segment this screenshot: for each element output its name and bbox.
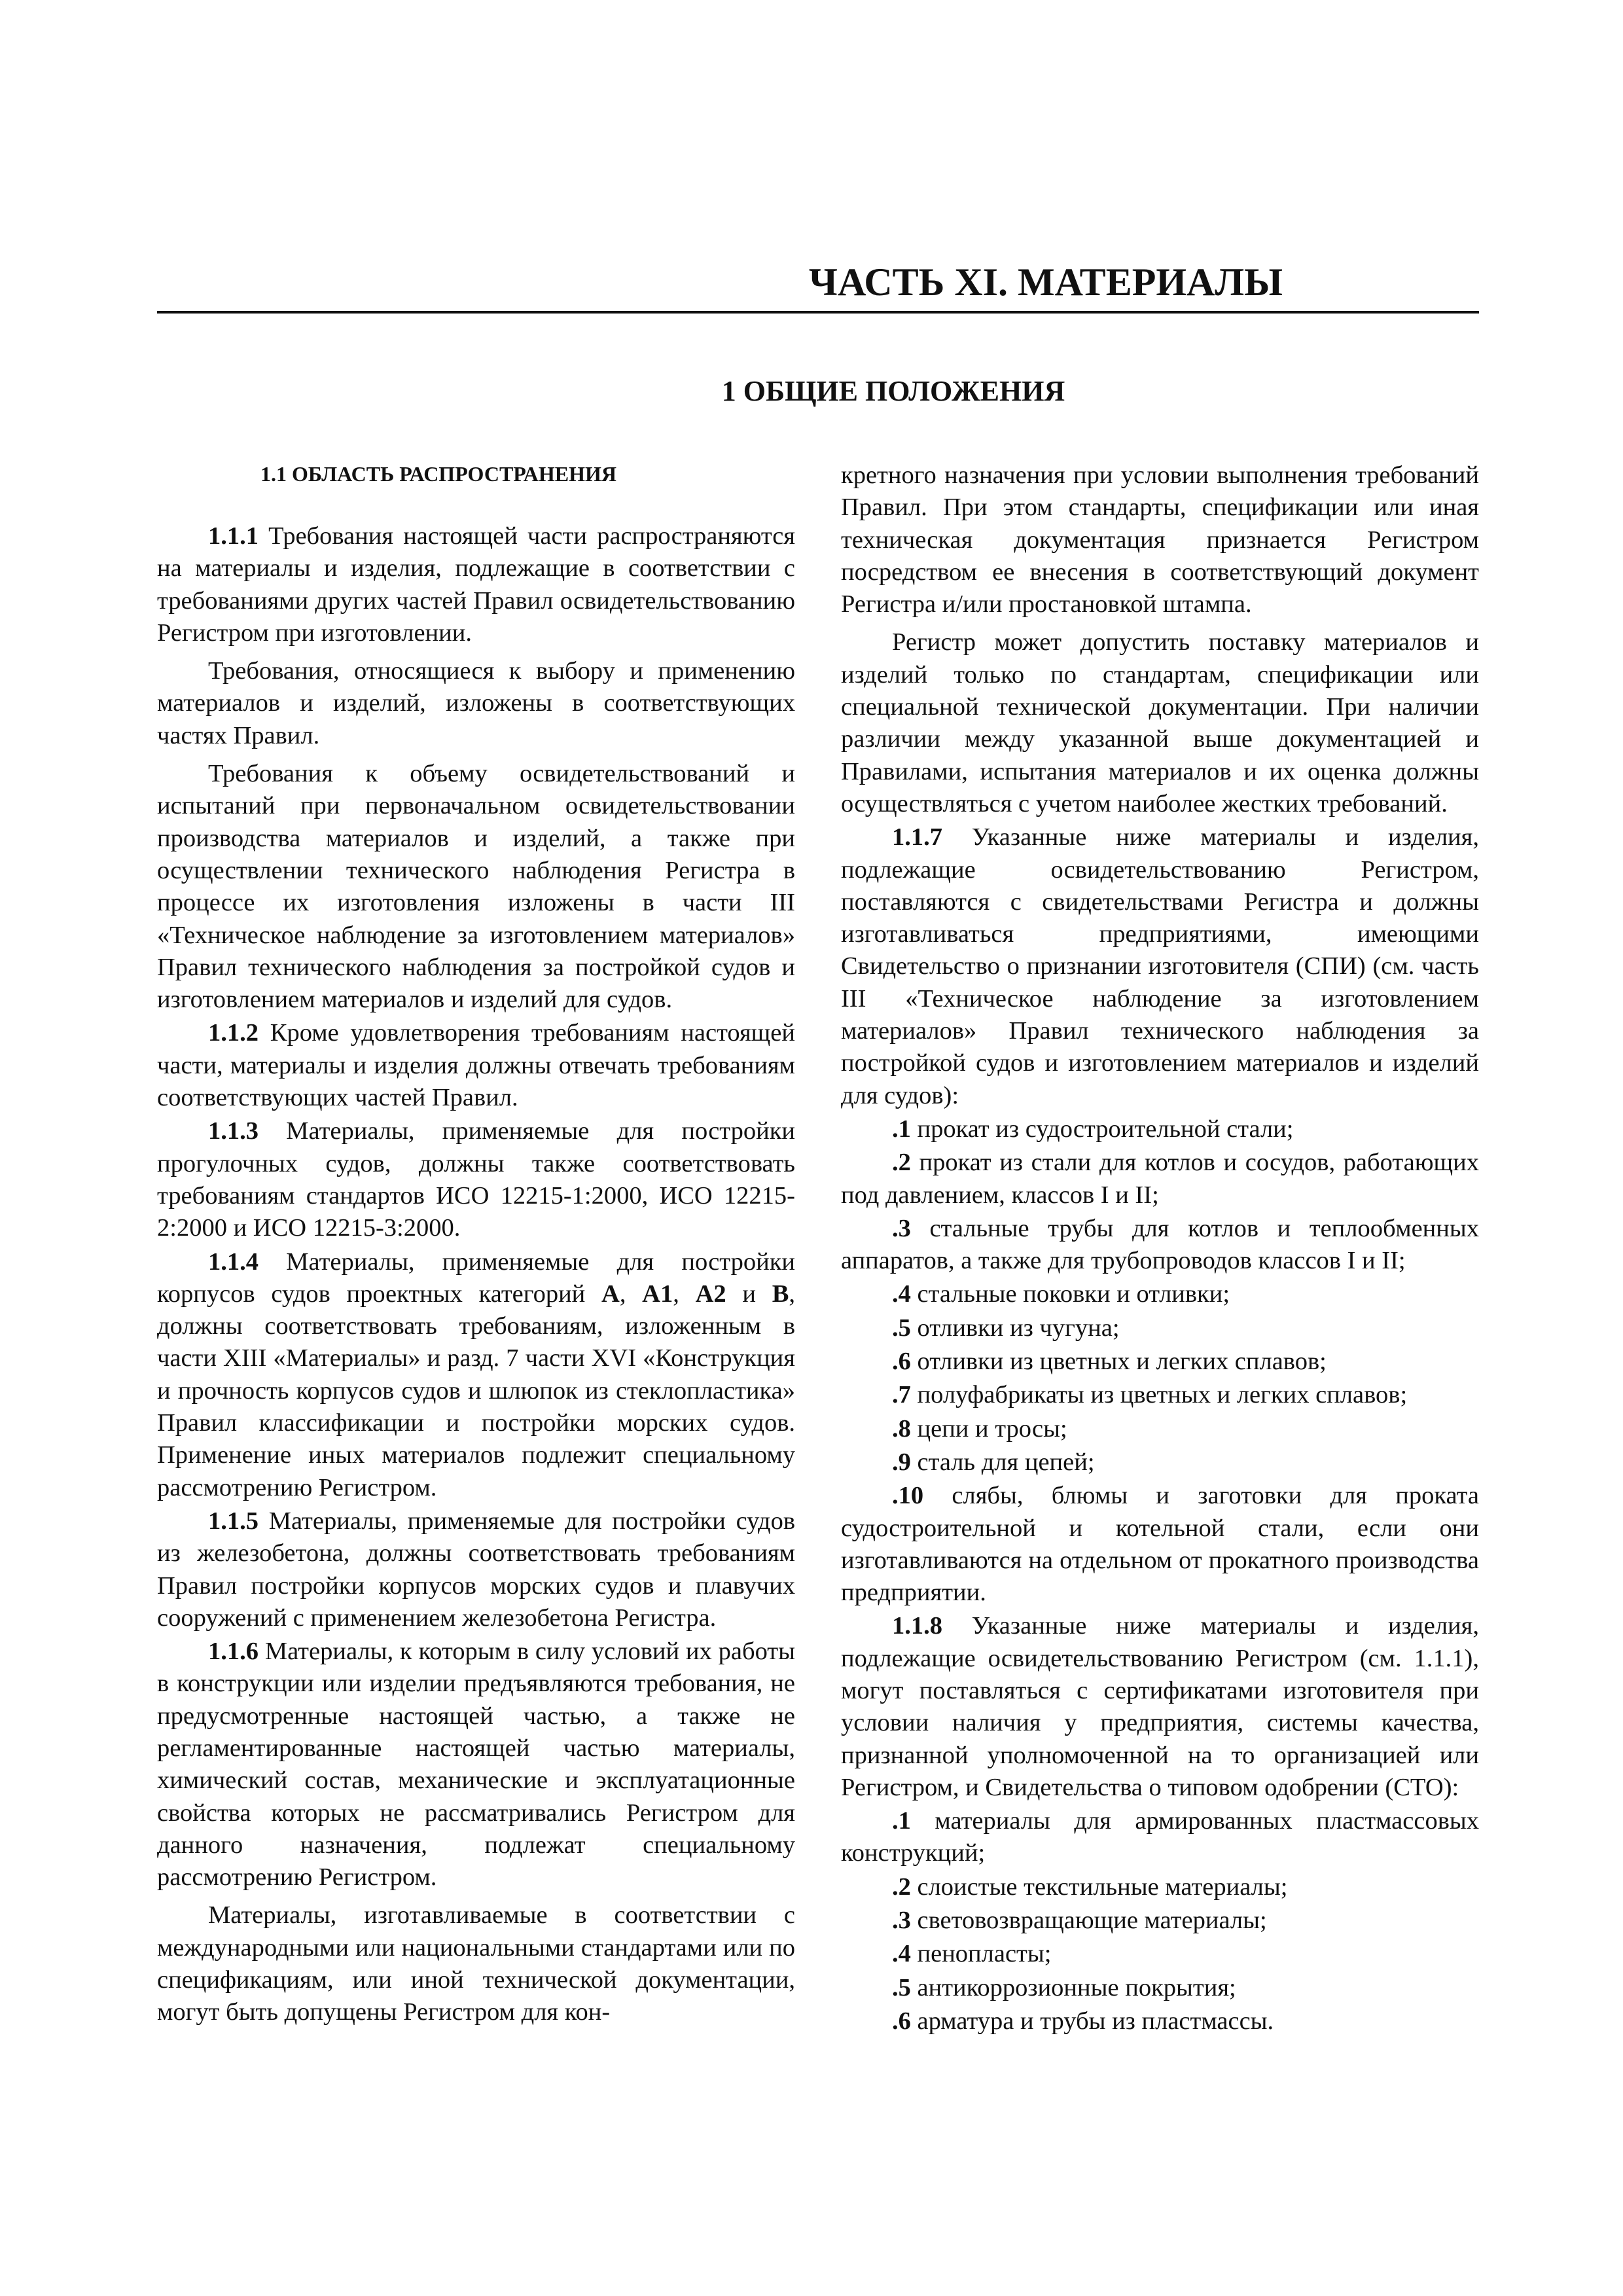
item-text: антикоррозионные покрытия; [910,1973,1236,2001]
list-item [841,1805,1479,1870]
item-number: .6 [892,2007,911,2035]
paragraph-text: Материалы, применяемые для постройки корпусов судов проектных категорий [157,1247,795,1308]
item-text: слоистые текстильные материалы; [910,1873,1288,1901]
clause-number: 1.1.3 [208,1117,259,1145]
item-number: .7 [892,1381,911,1409]
item-text: цепи и тросы; [910,1414,1067,1443]
paragraph-text: Указанные ниже материалы и изделия, подлежащие освидетельствованию Регистром (см. 1.1.1), могут поставляться с сертификатами изготовителя при условии наличия у предприятия, системы качества, признанной уполномоченной на то организацией или Регистром, и Свидетельства о типовом одобрении (СТО): [841,1612,1479,1801]
list-item [841,1312,1479,1344]
paragraph [157,655,795,752]
clause-number: 1.1.5 [208,1507,259,1535]
item-number: .1 [892,1807,911,1835]
item-number: .5 [892,1973,911,2001]
list-item [841,1113,1479,1145]
list-item [841,1346,1479,1378]
paragraph [157,1017,795,1114]
item-number: .3 [892,1214,911,1242]
category-b: B [772,1280,789,1308]
item-number: .2 [892,1149,911,1177]
list-item [841,1871,1479,1903]
paragraph [157,1636,795,1893]
item-text: световозвращающие материалы; [910,1907,1267,1935]
list-item [841,1446,1479,1479]
list-item [841,1413,1479,1445]
paragraph-text: Требования к объему освидетельствований и испытаний при первоначальном освидетельствовании производства материалов и изделий, а также при осуществлении технического наблюдения Регистра в процессе их изготовления изложены в части III «Техническое наблюдение за изготовлением материалов» Правил технического наблюдения за постройкой судов и изготовлением материалов и изделий для судов. [157,760,795,1014]
clause-number: 1.1.4 [208,1247,259,1276]
right-column [841,459,1479,2037]
item-number: .1 [892,1115,911,1143]
category-a1: A1 [642,1280,673,1308]
paragraph [841,626,1479,820]
item-number: .4 [892,1940,911,1968]
paragraph-text: Требования настоящей части распространяются на материалы и изделия, подлежащие в соответствии с требованиями других частей Правил освидетельствованию Регистром при изготовлении. [157,522,795,647]
list-item [841,1147,1479,1211]
list-item [841,2005,1479,2037]
paragraph [157,1246,795,1504]
title-rule [157,311,1479,314]
paragraph-text: Материалы, применяемые для постройки прогулочных судов, должны также соответствовать требованиям стандартов ИСО 12215-1:2000, ИСО 12215-2:2000 и ИСО 12215-3:2000. [157,1117,795,1242]
clause-number: 1.1.7 [892,823,942,852]
item-number: .10 [892,1482,924,1510]
item-number: .9 [892,1448,911,1476]
item-text: прокат из стали для котлов и сосудов, работающих под давлением, классов I и II; [841,1149,1479,1209]
paragraph-text: Требования, относящиеся к выбору и применению материалов и изделий, изложены в соответствующих частях Правил. [157,657,795,749]
item-number: .4 [892,1280,911,1308]
separator: и [726,1280,772,1308]
item-text: отливки из чугуна; [910,1314,1120,1342]
category-a2: A2 [695,1280,726,1308]
paragraph [841,459,1479,620]
item-number: .5 [892,1314,911,1342]
subsection-title: 1.1 ОБЛАСТЬ РАСПРОСТРАНЕНИЯ [260,462,616,486]
paragraph-text: Материалы, к которым в силу условий их работы в конструкции или изделии предъявляются требования, не предусмотренные настоящей частью, а также не регламентированные настоящей частью материалы, химический состав, механические и эксплуатационные свойства которых не рассматривались Регистром для данного назначения, подлежат специальному рассмотрению Регистром. [157,1638,795,1892]
item-text: материалы для армированных пластмассовых конструкций; [841,1807,1479,1867]
paragraph-text: , должны соответствовать требованиям, изложенным в части XIII «Материалы» и разд. 7 части XVI «Конструкция и прочность корпусов судов и шлюпок из стеклопластика» Правил классификации и постройки морских судов. Применение иных материалов подлежит специальному рассмотрению Регистром. [157,1280,796,1501]
paragraph [157,1899,795,2028]
clause-number: 1.1.2 [208,1019,259,1047]
paragraph [157,758,795,1016]
item-number: .3 [892,1907,911,1935]
item-text: слябы, блюмы и заготовки для проката судостроительной и котельной стали, если они изготавливаются на отдельном от прокатного производства предприятии. [841,1482,1479,1607]
paragraph-text: Материалы, применяемые для постройки судов из железобетона, должны соответствовать требованиям Правил постройки корпусов морских судов и плавучих сооружений с применением железобетона Регистра. [157,1507,795,1632]
section-title: 1 ОБЩИЕ ПОЛОЖЕНИЯ [721,375,1065,407]
paragraph-text: Материалы, изготавливаемые в соответствии с международными или национальными стандартами или по спецификациям, или иной технической документации, могут быть допущены Регистром для кон- [157,1901,795,2026]
separator: , [673,1280,696,1308]
clause-number: 1.1.6 [208,1638,259,1666]
paragraph [157,1115,795,1244]
paragraph [841,821,1479,1112]
paragraph-text: Регистр может допустить поставку материалов и изделий только по стандартам, спецификации или специальной технической документации. При наличии различии между указанной выше документацией и Правилами, испытания материалов и их оценка должны осуществляться с учетом наиболее жестких требований. [841,628,1479,817]
item-text: полуфабрикаты из цветных и легких сплавов; [910,1381,1408,1409]
item-number: .6 [892,1348,911,1376]
item-text: стальные поковки и отливки; [910,1280,1230,1308]
paragraph [157,1505,795,1634]
paragraph [841,1610,1479,1804]
left-column [157,458,795,2029]
clause-number: 1.1.8 [892,1612,942,1640]
clause-number: 1.1.1 [208,522,259,550]
item-text: арматура и трубы из пластмассы. [910,2007,1274,2035]
paragraph-text: Кроме удовлетворения требованиям настоящей части, материалы и изделия должны отвечать требованиям соответствующих частей Правил. [157,1019,795,1112]
item-number: .8 [892,1414,911,1443]
list-item [841,1938,1479,1970]
list-item [841,1905,1479,1937]
paragraph-text: кретного назначения при условии выполнения требований Правил. При этом стандарты, спецификации или иная техническая документация признается Регистром посредством ее внесения в соответствующий документ Регистра и/или простановкой штампа. [841,461,1479,619]
list-item [841,1379,1479,1411]
item-text: сталь для цепей; [910,1448,1095,1476]
item-text: стальные трубы для котлов и теплообменных аппаратов, а также для трубопроводов классов I и II; [841,1214,1479,1275]
part-title: ЧАСТЬ XI. МАТЕРИАЛЫ [808,260,1283,304]
paragraph-text: Указанные ниже материалы и изделия, подлежащие освидетельствованию Регистром, поставляются с свидетельствами Регистра и должны изготавливаться предприятиями, имеющими Свидетельство о признании изготовителя (СПИ) (см. часть III «Техническое наблюдение за изготовлением материалов» Правил технического наблюдения за постройкой судов и изготовлением материалов и изделий для судов): [841,823,1479,1109]
paragraph [157,520,795,649]
list-item [841,1213,1479,1278]
item-text: отливки из цветных и легких сплавов; [910,1348,1327,1376]
separator: , [619,1280,643,1308]
list-item [841,1972,1479,2004]
list-item [841,1480,1479,1609]
category-a: A [601,1280,620,1308]
item-text: прокат из судостроительной стали; [910,1115,1294,1143]
item-text: пенопласты; [910,1940,1052,1968]
item-number: .2 [892,1873,911,1901]
list-item [841,1278,1479,1310]
